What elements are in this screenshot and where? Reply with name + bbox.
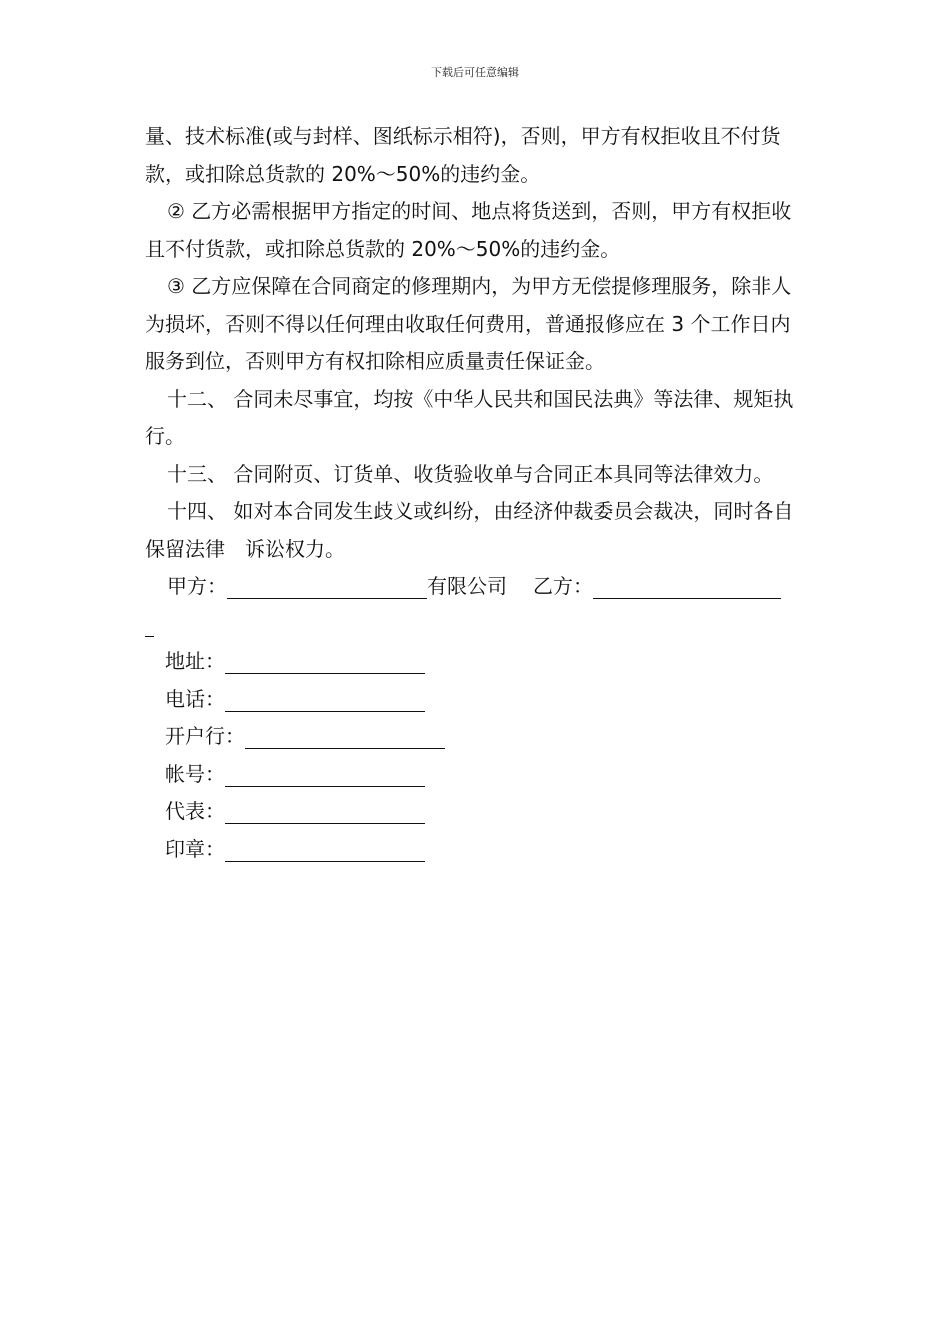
account-label: 帐号： [165,761,225,786]
address-row [145,643,810,681]
paragraph-quality-continuation: 量、技术标准(或与封样、图纸标示相符)，否则，甲方有权拒收且不付货款，或扣除总货款的 20%～50%的违约金。 [145,124,781,186]
seal-blank[interactable] [225,839,425,862]
seal-row [145,831,810,869]
clause-13: 十三、 合同附页、订货单、收货验收单与合同正本具同等法律效力。 [167,461,774,486]
underscore-mark [145,614,154,637]
phone-blank[interactable] [225,689,425,712]
account-blank[interactable] [225,764,425,787]
address-blank[interactable] [225,651,425,674]
address-label: 地址： [165,649,225,673]
party-a-label: 甲方： [167,574,227,598]
representative-label: 代表： [165,799,225,823]
party-b-blank[interactable] [593,576,781,599]
party-a-blank[interactable] [227,576,427,599]
phone-label: 电话： [165,686,225,711]
clause-12: 十二、 合同未尽事宜，均按《中华人民共和国民法典》等法律、规矩执行。 [145,386,794,448]
signature-block [145,643,810,868]
paragraph-item-2: ② 乙方必需根据甲方指定的时间、地点将货送到，否则，甲方有权拒收且不付货款，或扣除总货款的 20%～50%的违约金。 [145,199,792,261]
party-b-label: 乙方： [533,574,593,598]
paragraph-item-3: ③ 乙方应保障在合同商定的修理期内，为甲方无偿提修理服务，除非人为损坏，否则不得以任何理由收取任何费用，普通报修应在 3 个工作日内服务到位，否则甲方有权扣除相应质量责任保证金。 [145,274,792,373]
bank-blank[interactable] [245,726,445,749]
parties-line [145,568,810,606]
page-header: 下载后可任意编辑 [431,66,519,79]
contract-body [145,118,810,868]
clause-14: 十四、 如对本合同发生歧义或纠纷，由经济仲裁委员会裁决，同时各自保留法律 诉讼权力。 [145,499,794,561]
phone-row [145,681,810,719]
bank-row [145,718,810,756]
seal-label: 印章： [165,836,225,861]
bank-label: 开户行： [165,724,245,748]
representative-row [145,793,810,831]
party-a-suffix: 有限公司 [427,574,507,598]
party-b-blank-overflow [145,606,810,644]
representative-blank[interactable] [225,801,425,824]
account-row [145,756,810,794]
